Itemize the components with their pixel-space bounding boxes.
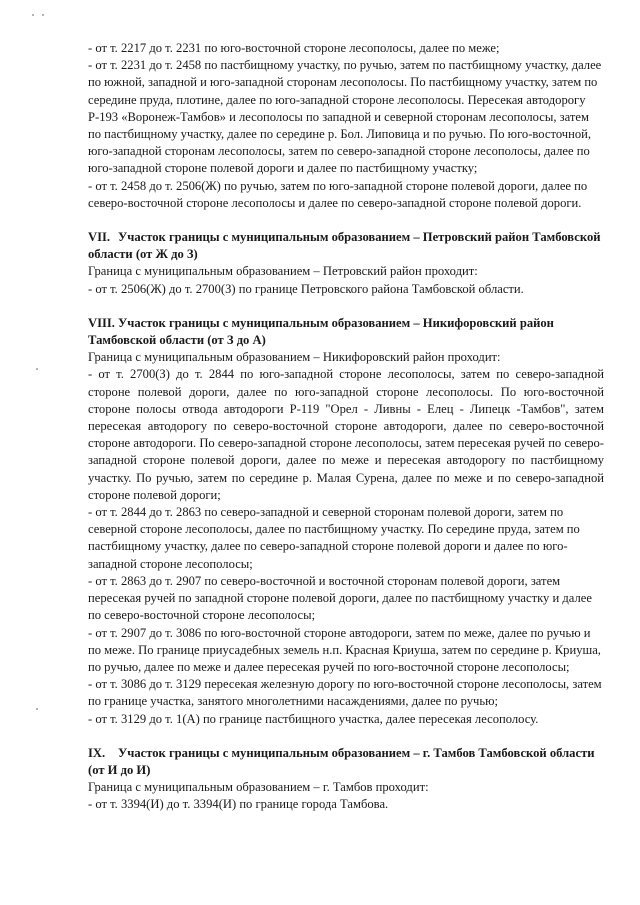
boundary-paragraph: - от т. 3394(И) до т. 3394(И) по границе города Тамбова.	[88, 797, 389, 812]
scan-speck	[42, 14, 44, 16]
section-title: Участок границы с муниципальным образованием – Петровский район Тамбовской области (от Ж до З)	[88, 230, 601, 262]
boundary-paragraph: - от т. 3086 до т. 3129 пересекая железную дорогу по юго-восточной стороне лесополосы, затем по границе участка, занятого многолетними насаждениями, далее по ручью;	[88, 677, 602, 709]
scan-speck	[36, 708, 38, 710]
boundary-paragraph: - от т. 3129 до т. 1(А) по границе пастбищного участка, далее пересекая лесополосу.	[88, 711, 539, 726]
boundary-paragraph: - от т. 2907 до т. 3086 по юго-восточной стороне автодороги, затем по меже, далее по ручью и по меже. По границе приусадебных земель н.п. Красная Криуша, затем по середине р. Криуша, по ручью, далее по меже и далее пересекая ручей по юго-восточной стороне лесополосы;	[88, 625, 601, 674]
document-page	[88, 40, 604, 814]
section-viii	[88, 315, 604, 728]
section-heading	[88, 229, 604, 263]
boundary-paragraph: - от т. 2506(Ж) до т. 2700(З) по границе Петровского района Тамбовской области.	[88, 281, 524, 296]
boundary-paragraph: - от т. 2863 до т. 2907 по северо-восточной и восточной сторонам полевой дороги, затем пересекая ручей по западной стороне полевой дороги, далее по пастбищному участку и далее по северо-восточной стороне лесополосы;	[88, 573, 592, 623]
boundary-paragraph: Граница с муниципальным образованием – Петровский район проходит:	[88, 264, 478, 279]
boundary-paragraph: - от т. 2217 до т. 2231 по юго-восточной стороне лесополосы, далее по меже;	[88, 41, 500, 55]
scan-speck	[36, 368, 38, 370]
section-number: VII.	[88, 230, 111, 245]
section-number: VIII.	[88, 315, 115, 330]
boundary-paragraph: - от т. 2458 до т. 2506(Ж) по ручью, затем по юго-западной стороне полевой дороги, далее по северо-восточной стороне лесополосы и далее по северо-западной стороне полевой дороги.	[88, 178, 588, 210]
boundary-paragraph: - от т. 2231 до т. 2458 по пастбищному участку, по ручью, затем по пастбищному участку, далее по южной, западной и юго-западной сторонам лесополосы. По пастбищному участку, затем по середине пруда, плотине, далее по юго-западной стороне лесополосы. Пересекая автодорогу Р-193 «Воронеж-Тамбов» и лесополосы по западной и северной сторонам лесополосы, затем по пастбищному участку, далее по середине р. Бол. Липовица и по ручью. По юго-восточной, юго-западной сторонам лесополосы, затем по северо-западной стороне лесополосы, далее по юго-западной стороне полевой дороги и далее по пастбищному участку;	[88, 58, 602, 176]
section-number: IX.	[88, 745, 106, 760]
section-ix	[88, 745, 604, 814]
section-vii	[88, 229, 604, 298]
boundary-paragraph: - от т. 2844 до т. 2863 по северо-западной и северной сторонам полевой дороги, затем по северной стороне лесополосы, далее по пастбищному участку. По середине пруда, затем по пастбищному участку, далее по северо-западной стороне полевой дороги и далее по юго-западной стороне лесополосы;	[88, 505, 580, 571]
boundary-paragraph: Граница с муниципальным образованием – Никифоровский район проходит:	[88, 350, 501, 365]
boundary-paragraph: Граница с муниципальным образованием – г. Тамбов проходит:	[88, 780, 429, 795]
section-heading	[88, 745, 604, 779]
scan-speck	[32, 14, 34, 16]
section-title: Участок границы с муниципальным образованием – Никифоровский район Тамбовской области (от З до А)	[88, 315, 554, 348]
section-heading	[88, 315, 604, 349]
boundary-paragraph: - от т. 2700(З) до т. 2844 по юго-западной стороне лесополосы, затем по северо-западной стороне полевой дороги, далее по юго-западной стороне лесополосы. По юго-восточной стороне полосы отвода автодороги Р-119 "Орел - Ливны - Елец - Липецк -Тамбов", затем пересекая автодорогу по северо-восточной стороне автодороги, далее по северо-восточной стороне автодороги. По северо-западной стороне лесополосы, затем пересекая ручей по северо-западной стороне полевой дороги, далее по меже и пересекая автодорогу по пастбищному участку. По ручью, затем по середине р. Малая Сурена, далее по меже и по северо-западной стороне полевой дороги;	[88, 367, 604, 502]
intro-block	[88, 40, 604, 212]
section-title: Участок границы с муниципальным образованием – г. Тамбов Тамбовской области (от И до И)	[88, 745, 595, 777]
